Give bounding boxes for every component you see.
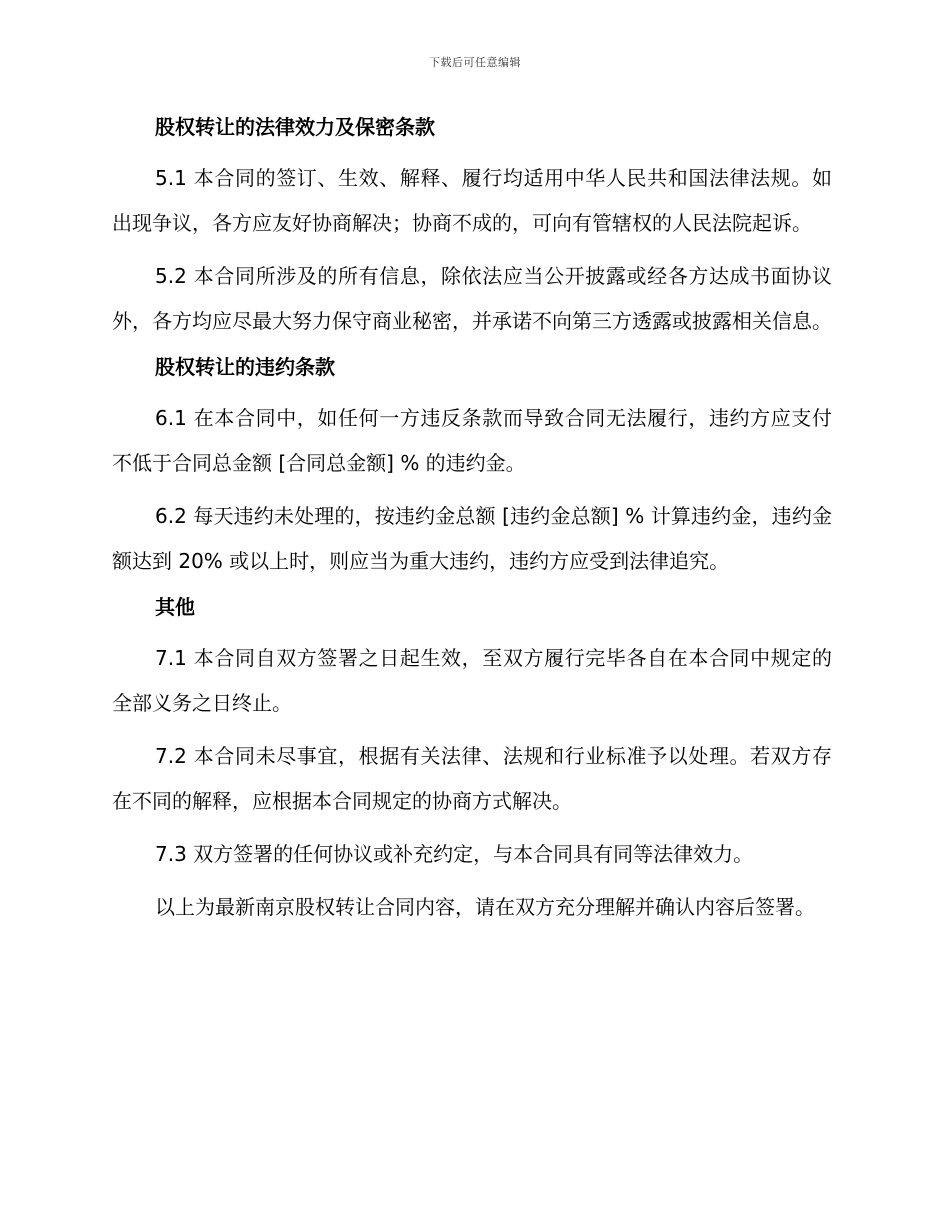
section-5-heading: 股权转让的法律效力及保密条款	[155, 115, 435, 139]
document-body	[112, 112, 832, 938]
clause-6-1: 6.1 在本合同中，如任何一方违反条款而导致合同无法履行，违约方应支付不低于合同总金额 [合同总金额] % 的违约金。	[112, 406, 832, 475]
clause-6-2: 6.2 每天违约未处理的，按违约金总额 [违约金总额] % 计算违约金，违约金额达到 20% 或以上时，则应当为重大违约，违约方应受到法律追究。	[112, 504, 832, 573]
closing-paragraph: 以上为最新南京股权转让合同内容，请在双方充分理解并确认内容后签署。	[155, 895, 815, 919]
clause-5-2: 5.2 本合同所涉及的所有信息，除依法应当公开披露或经各方达成书面协议外，各方均应尽最大努力保守商业秘密，并承诺不向第三方透露或披露相关信息。	[112, 264, 832, 333]
section-7-heading: 其他	[155, 595, 195, 619]
clause-7-3: 7.3 双方签署的任何协议或补充约定，与本合同具有同等法律效力。	[155, 842, 754, 866]
clause-7-1: 7.1 本合同自双方签署之日起生效，至双方履行完毕各自在本合同中规定的全部义务之日终止。	[112, 646, 832, 715]
header-note: 下载后可任意编辑	[429, 56, 521, 69]
clause-5-1: 5.1 本合同的签订、生效、解释、履行均适用中华人民共和国法律法规。如出现争议，各方应友好协商解决；协商不成的，可向有管辖权的人民法院起诉。	[112, 166, 832, 235]
clause-7-2: 7.2 本合同未尽事宜，根据有关法律、法规和行业标准予以处理。若双方存在不同的解释，应根据本合同规定的协商方式解决。	[112, 744, 832, 813]
section-6-heading: 股权转让的违约条款	[155, 355, 335, 379]
